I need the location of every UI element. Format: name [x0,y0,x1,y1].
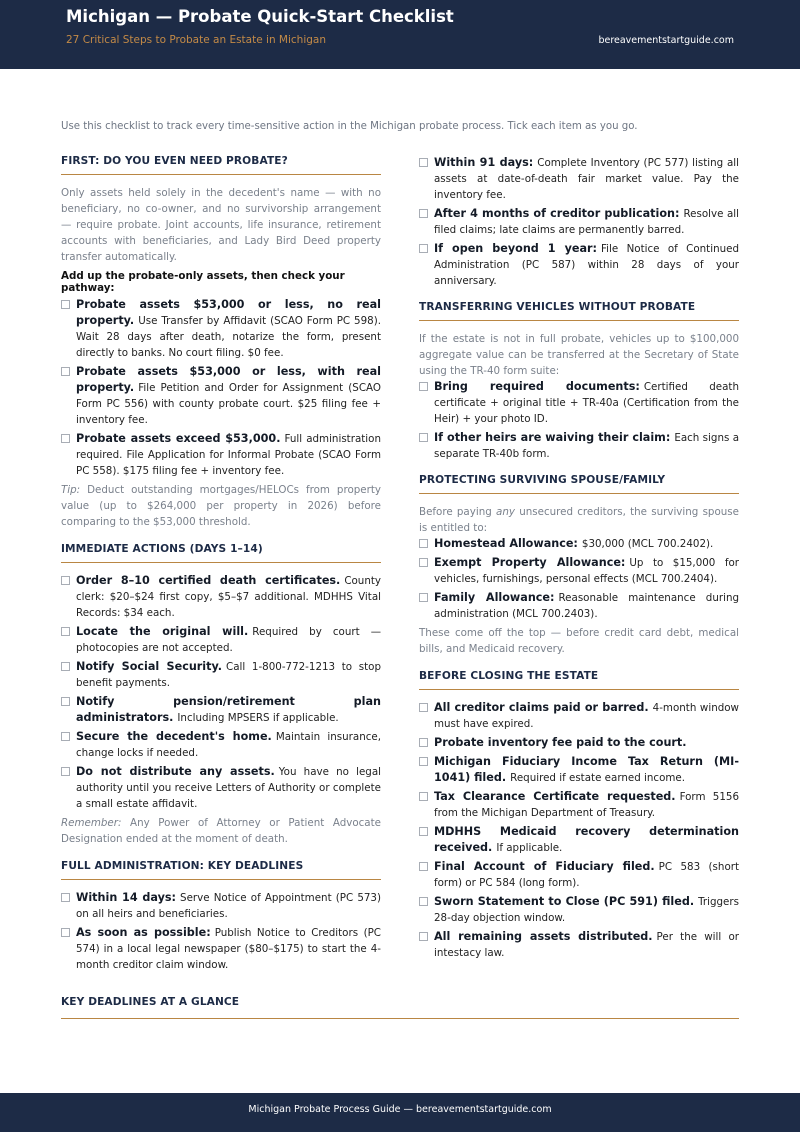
checkbox[interactable] [419,158,428,167]
checkbox[interactable] [419,593,428,602]
item-lead: Tax Clearance Certificate requested. [434,790,676,803]
section-title-immediate: IMMEDIATE ACTIONS (DAYS 1–14) [61,543,263,555]
checklist-item[interactable] [419,379,739,427]
checklist-item[interactable] [61,624,381,656]
glance-section [61,996,739,1029]
checkbox[interactable] [419,792,428,801]
checkbox[interactable] [61,767,70,776]
section-title-closing: BEFORE CLOSING THE ESTATE [419,670,599,682]
item-lead: Notify pension/retirement plan administrators. [76,695,381,724]
checkbox[interactable] [61,732,70,741]
checkbox[interactable] [419,757,428,766]
section-divider [419,320,739,321]
need-probate-paragraph: Only assets held solely in the decedent's name — with no beneficiary, no co-owner, and no survivorship arrangement — require probate. Joint accounts, life insurance, retirement accounts with beneficiaries, and Lady Bird Deed property transfer automatically. [61,187,381,263]
checklist-item[interactable] [419,735,739,751]
checklist-item[interactable] [419,929,739,961]
left-column [61,155,381,976]
checkbox[interactable] [419,244,428,253]
item-text: Use Transfer by Affidavit (SCAO Form PC 598). Wait 28 days after death, notarize the form, present directly to banks. No court filing. $0 fee. [76,315,381,359]
vehicles-paragraph: If the estate is not in full probate, vehicles up to $100,000 aggregate value can be transferred at the Secretary of State using the TR-40 form suite: [419,333,739,377]
item-text: PC 583 (short form) or PC 584 (long form). [434,861,740,889]
item-text: Each signs a separate TR-40b form. [434,432,739,460]
checklist-item[interactable] [419,241,739,289]
checkbox[interactable] [61,627,70,636]
checkbox[interactable] [61,576,70,585]
section-title-need-probate: FIRST: DO YOU EVEN NEED PROBATE? [61,155,288,167]
checklist-item[interactable] [61,694,381,726]
checkbox[interactable] [61,928,70,937]
checklist-item[interactable] [419,789,739,821]
checkbox[interactable] [419,539,428,548]
checkbox[interactable] [419,897,428,906]
checklist-item[interactable] [419,555,739,587]
item-lead: Bring required documents: [434,380,640,393]
checkbox[interactable] [419,558,428,567]
checklist-item[interactable] [419,155,739,203]
item-text: Required if estate earned income. [510,772,686,784]
item-lead: Final Account of Fiduciary filed. [434,860,655,873]
item-text: Full administration required. File Application for Informal Probate (SCAO Form PC 558). $175 filing fee + inventory fee. [76,433,381,477]
intro-text: Use this checklist to track every time-sensitive action in the Michigan probate process. Tick each item as you go. [61,121,638,132]
checklist-item[interactable] [419,824,739,856]
item-lead: Family Allowance: [434,591,555,604]
item-lead: MDHHS Medicaid recovery determination received. [434,825,739,854]
checklist-item[interactable] [419,894,739,926]
item-lead: All remaining assets distributed. [434,930,653,943]
item-lead: Notify Social Security. [76,660,223,673]
checklist-item[interactable] [419,859,739,891]
tip-label: Tip: [61,484,81,496]
checklist-item[interactable] [419,430,739,462]
section-title-spouse: PROTECTING SURVIVING SPOUSE/FAMILY [419,474,666,486]
checklist-item[interactable] [61,431,381,479]
item-lead: Probate inventory fee paid to the court. [434,736,687,749]
item-text: Required by court — photocopies are not accepted. [76,626,381,654]
page-header [0,0,800,69]
checkbox[interactable] [419,209,428,218]
checklist-item[interactable] [419,754,739,786]
checkbox[interactable] [61,662,70,671]
item-text: Including MPSERS if applicable. [177,712,339,724]
checkbox[interactable] [61,434,70,443]
item-text: File Petition and Order for Assignment (SCAO Form PC 556) with county probate court. $25 filing fee + inventory fee. [76,382,381,426]
remember-text: Any Power of Attorney or Patient Advocate Designation ended at the moment of death. [61,817,381,845]
checklist-item[interactable] [61,925,381,973]
checklist-item[interactable] [61,364,381,428]
checkbox[interactable] [419,703,428,712]
section-title-glance: KEY DEADLINES AT A GLANCE [61,996,240,1008]
checkbox[interactable] [419,433,428,442]
item-lead: If other heirs are waiving their claim: [434,431,671,444]
spouse-paragraph [419,504,739,536]
item-text: Call 1-800-772-1213 to stop benefit payments. [76,661,382,689]
item-lead: After 4 months of creditor publication: [434,207,680,220]
item-lead: Secure the decedent's home. [76,730,272,743]
checklist-item[interactable] [61,890,381,922]
item-lead: Order 8–10 certified death certificates. [76,574,341,587]
item-lead: Probate assets $53,000 or less, with real property. [76,365,381,394]
item-text: Per the will or intestacy law. [434,931,739,959]
checkbox[interactable] [419,862,428,871]
item-lead: If open beyond 1 year: [434,242,597,255]
item-text: You have no legal authority until you receive Letters of Authority or complete a small estate affidavit. [76,766,382,810]
section-divider [61,174,381,175]
item-text: Form 5156 from the Michigan Department of Treasury. [434,791,739,819]
pathway-subhead: Add up the probate-only assets, then check your pathway: [61,270,345,294]
checkbox[interactable] [61,300,70,309]
item-text: File Notice of Continued Administration (PC 587) within 28 days of your anniversary. [434,243,739,287]
spouse-para-before: Before paying [419,506,492,518]
item-text: Reasonable maintenance during administration (MCL 700.2403). [434,592,740,620]
item-text: 4-month window must have expired. [434,702,739,730]
item-lead: Michigan Fiduciary Income Tax Return (MI-1041) filed. [434,755,739,784]
item-lead: Within 14 days: [76,891,177,904]
checklist-item[interactable] [419,206,739,238]
checklist-item[interactable] [61,659,381,691]
tip-text: Deduct outstanding mortgages/HELOCs from property value (up to $264,000 per property in 2026) before comparing to the $53,000 threshold. [61,484,381,528]
page-subtitle: 27 Critical Steps to Probate an Estate in Michigan [66,34,327,46]
checkbox[interactable] [61,367,70,376]
checklist-item[interactable] [419,700,739,732]
checklist-item[interactable] [61,764,381,812]
item-text: If applicable. [496,842,563,854]
section-divider [61,879,381,880]
item-text: $30,000 (MCL 700.2402). [581,538,714,550]
section-divider [61,1018,739,1019]
remember-note [61,815,381,847]
checklist-item[interactable] [61,297,381,361]
item-text: Publish Notice to Creditors (PC 574) in a local legal newspaper ($80–$175) to start the 4-month creditor claim window. [76,927,381,971]
item-lead: Exempt Property Allowance: [434,556,626,569]
checkbox[interactable] [419,382,428,391]
item-lead: Probate assets exceed $53,000. [76,432,281,445]
checkbox[interactable] [419,738,428,747]
checklist-item[interactable] [419,590,739,622]
checkbox[interactable] [61,893,70,902]
section-divider [419,689,739,690]
checklist-item[interactable] [419,536,739,552]
section-title-full-admin: FULL ADMINISTRATION: KEY DEADLINES [61,860,304,872]
item-lead: Locate the original will. [76,625,249,638]
item-text: Serve Notice of Appointment (PC 573) on all heirs and beneficiaries. [76,892,381,920]
item-text: Resolve all filed claims; late claims are permanently barred. [434,208,739,236]
item-text: Up to $15,000 for vehicles, furnishings, personal effects (MCL 700.2404). [434,557,739,585]
site-name: bereavementstartguide.com [598,35,734,46]
item-lead: Within 91 days: [434,156,534,169]
spouse-para-after: unsecured creditors, the surviving spouse is entitled to: [419,506,739,534]
tip-note [61,482,381,530]
right-column [419,155,739,964]
item-text: Certified death certificate + original title + TR-40a (Certification from the Heir) + your photo ID. [434,381,739,425]
item-text: County clerk: $20–$24 first copy, $5–$7 additional. MDHHS Vital Records: $34 each. [76,575,381,619]
item-lead: As soon as possible: [76,926,211,939]
section-title-vehicles: TRANSFERRING VEHICLES WITHOUT PROBATE [419,301,696,313]
section-divider [61,562,381,563]
spouse-note: These come off the top — before credit card debt, medical bills, and Medicaid recovery. [419,627,739,655]
item-text: Triggers 28-day objection window. [434,896,739,924]
item-lead: Probate assets $53,000 or less, no real property. [76,298,381,327]
checkbox[interactable] [61,697,70,706]
item-lead: Sworn Statement to Close (PC 591) filed. [434,895,695,908]
remember-label: Remember: [61,817,122,829]
section-divider [419,493,739,494]
checklist-item[interactable] [61,573,381,621]
item-lead: Homestead Allowance: [434,537,578,550]
item-lead: Do not distribute any assets. [76,765,275,778]
checkbox[interactable] [419,827,428,836]
page-title: Michigan — Probate Quick-Start Checklist [66,7,454,26]
item-text: Maintain insurance, change locks if needed. [76,731,381,759]
item-text: Complete Inventory (PC 577) listing all assets at date-of-death fair market value. Pay the inventory fee. [434,157,739,201]
item-lead: All creditor claims paid or barred. [434,701,649,714]
checklist-item[interactable] [61,729,381,761]
page-footer [0,1093,800,1132]
checkbox[interactable] [419,932,428,941]
spouse-para-em: any [496,506,515,518]
footer-text: Michigan Probate Process Guide — bereavementstartguide.com [248,1104,552,1115]
